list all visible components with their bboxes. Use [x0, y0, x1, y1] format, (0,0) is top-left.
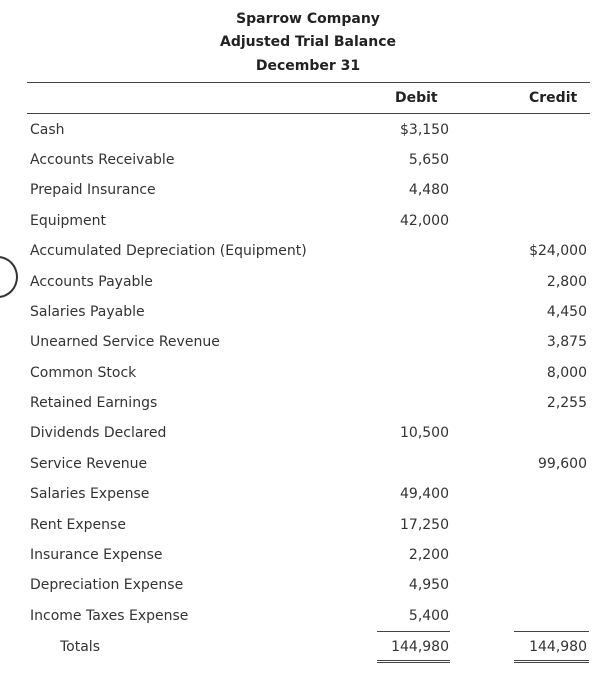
table-row — [0, 152, 610, 172]
debit-amount: 5,650 — [408, 152, 449, 168]
debit-amount: 10,500 — [400, 425, 449, 441]
table-row — [0, 456, 610, 476]
account-name: Income Taxes Expense — [30, 608, 189, 624]
account-name: Service Revenue — [30, 456, 148, 472]
account-name: Dividends Declared — [30, 425, 167, 441]
totals-row — [0, 639, 610, 659]
account-name: Retained Earnings — [30, 395, 158, 411]
table-row — [0, 547, 610, 567]
table-row — [0, 365, 610, 385]
statement-title: Adjusted Trial Balance — [220, 34, 396, 50]
credit-total: 144,980 — [529, 639, 587, 655]
table-row — [0, 334, 610, 354]
totals-label: Totals — [60, 639, 100, 655]
account-name: Equipment — [30, 213, 106, 229]
account-name: Rent Expense — [30, 517, 126, 533]
credit-total-rule — [514, 631, 589, 632]
table-row — [0, 425, 610, 445]
debit-total-rule — [377, 631, 450, 632]
debit-amount: 2,200 — [408, 547, 449, 563]
credit-amount: 4,450 — [546, 304, 587, 320]
debit-amount: 5,400 — [408, 608, 449, 624]
credit-amount: 2,800 — [546, 274, 587, 290]
account-name: Depreciation Expense — [30, 577, 184, 593]
credit-amount: $24,000 — [529, 243, 587, 259]
debit-column-header: Debit — [395, 90, 438, 106]
table-row — [0, 517, 610, 537]
account-name: Prepaid Insurance — [30, 182, 156, 198]
credit-total-double-rule — [514, 660, 589, 663]
table-row — [0, 243, 610, 263]
account-name: Accounts Payable — [30, 274, 153, 290]
credit-amount: 3,875 — [546, 334, 587, 350]
table-row — [0, 122, 610, 142]
table-row — [0, 182, 610, 202]
debit-total: 144,980 — [391, 639, 449, 655]
table-row — [0, 274, 610, 294]
credit-amount: 99,600 — [538, 456, 587, 472]
account-name: Cash — [30, 122, 65, 138]
account-name: Unearned Service Revenue — [30, 334, 220, 350]
debit-amount: 17,250 — [400, 517, 449, 533]
header-bottom-rule — [27, 113, 590, 114]
account-name: Salaries Payable — [30, 304, 145, 320]
table-row — [0, 213, 610, 233]
table-row — [0, 486, 610, 506]
debit-amount: 42,000 — [400, 213, 449, 229]
account-name: Accounts Receivable — [30, 152, 175, 168]
account-name: Common Stock — [30, 365, 137, 381]
account-name: Accumulated Depreciation (Equipment) — [30, 243, 307, 259]
table-top-rule — [27, 82, 590, 83]
debit-amount: 4,480 — [408, 182, 449, 198]
credit-amount: 8,000 — [546, 365, 587, 381]
table-row — [0, 304, 610, 324]
debit-amount: 4,950 — [408, 577, 449, 593]
table-row — [0, 395, 610, 415]
debit-amount: $3,150 — [400, 122, 449, 138]
account-name: Insurance Expense — [30, 547, 163, 563]
debit-total-double-rule — [377, 660, 450, 663]
statement-date: December 31 — [255, 58, 361, 74]
table-row — [0, 608, 610, 628]
debit-amount: 49,400 — [400, 486, 449, 502]
table-row — [0, 577, 610, 597]
credit-amount: 2,255 — [546, 395, 587, 411]
account-name: Salaries Expense — [30, 486, 150, 502]
credit-column-header: Credit — [529, 90, 578, 106]
company-name: Sparrow Company — [236, 11, 380, 27]
